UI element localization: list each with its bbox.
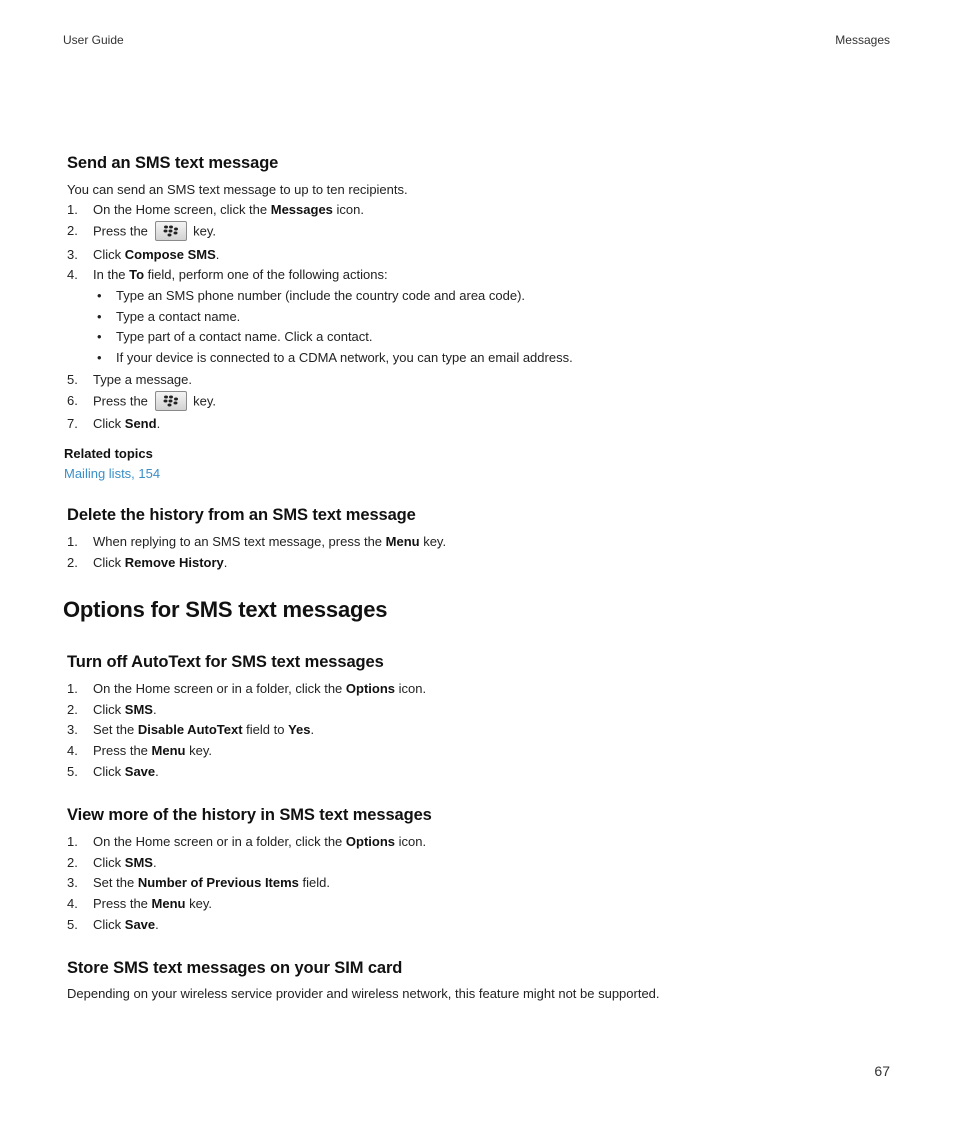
step-text: . — [152, 702, 157, 717]
step-item — [67, 392, 216, 410]
step-item — [67, 533, 446, 551]
step-text: key. — [189, 223, 217, 239]
step-text: Click — [93, 764, 125, 779]
bullet-item: • Type part of a contact name. Click a contact. — [97, 329, 373, 344]
ui-term: Remove History — [124, 555, 224, 570]
step-text: On the Home screen or in a folder, click the — [93, 834, 346, 849]
section-title-autotext: Turn off AutoText for SMS text messages — [67, 653, 384, 671]
step-text: . — [155, 917, 159, 932]
step-text: In the — [93, 267, 130, 282]
bullet-text: Type a contact name. — [116, 309, 241, 324]
ui-term: Menu — [385, 534, 420, 549]
bullet-item: • If your device is connected to a CDMA network, you can type an email address. — [97, 350, 573, 365]
step-number: 1. — [67, 202, 78, 217]
step-number: 5. — [67, 372, 78, 387]
step-number: 7. — [67, 416, 78, 431]
step-item — [67, 554, 227, 572]
ui-term: SMS — [124, 855, 153, 870]
step-text: On the Home screen, click the — [93, 202, 271, 217]
bullet-text: If your device is connected to a CDMA network, you can type an email address. — [116, 350, 573, 365]
step-number: 1. — [67, 681, 78, 696]
step-text: Press the — [93, 393, 152, 409]
step-item — [67, 201, 364, 219]
step-item — [67, 415, 160, 433]
step-text: Type a message. — [93, 372, 192, 387]
step-text: Click — [93, 702, 125, 717]
ui-term: Save — [124, 917, 156, 932]
step-text: . — [155, 764, 159, 779]
step-number: 2. — [67, 555, 78, 570]
section-title-send-sms: Send an SMS text message — [67, 154, 279, 172]
ui-term: Options — [345, 834, 396, 849]
ui-term: Menu — [151, 896, 186, 911]
step-item — [67, 763, 159, 781]
related-topics-heading: Related topics — [64, 446, 153, 461]
step-item — [67, 371, 192, 389]
step-text: . — [223, 555, 228, 570]
section-title-delete-history: Delete the history from an SMS text message — [67, 506, 416, 524]
blackberry-menu-key-icon — [155, 221, 187, 241]
step-number: 4. — [67, 743, 78, 758]
section-title-sim-card: Store SMS text messages on your SIM card — [67, 959, 403, 977]
step-item — [67, 895, 212, 913]
ui-term: Send — [124, 416, 157, 431]
step-number: 6. — [67, 393, 78, 409]
step-number: 1. — [67, 834, 78, 849]
step-text: Click — [93, 416, 125, 431]
step-number: 4. — [67, 896, 78, 911]
step-text: key. — [419, 534, 447, 549]
bullet-text: Type an SMS phone number (include the country code and area code). — [116, 288, 526, 303]
ui-term: Options — [345, 681, 396, 696]
step-text: key. — [185, 896, 212, 911]
chapter-heading-options: Options for SMS text messages — [63, 597, 388, 622]
step-item — [67, 222, 216, 240]
step-number: 2. — [67, 855, 78, 870]
step-text: icon. — [395, 834, 427, 849]
bullet-item: • Type an SMS phone number (include the country code and area code). — [97, 288, 526, 303]
ui-term: Number of Previous Items — [137, 875, 299, 890]
step-text: When replying to an SMS text message, press the — [93, 534, 386, 549]
bullet-item: • Type a contact name. — [97, 309, 241, 324]
step-number: 3. — [67, 247, 78, 262]
step-text: field. — [298, 875, 330, 890]
step-text: Click — [93, 555, 125, 570]
section-text: Depending on your wireless service provider and wireless network, this feature might not be supported. — [67, 986, 660, 1001]
step-item — [67, 701, 157, 719]
step-item — [67, 833, 426, 851]
step-item — [67, 721, 314, 739]
related-topic-link[interactable]: Mailing lists, 154 — [64, 466, 161, 481]
step-number: 3. — [67, 875, 78, 890]
section-intro: You can send an SMS text message to up to ten recipients. — [67, 182, 408, 197]
step-item — [67, 266, 388, 284]
blackberry-menu-key-icon — [155, 391, 187, 411]
step-text: . — [152, 855, 157, 870]
step-item — [67, 246, 219, 264]
step-text: Set the — [93, 722, 138, 737]
step-text: field, perform one of the following actions: — [144, 267, 388, 282]
step-item — [67, 916, 159, 934]
page-number: 67 — [874, 1063, 890, 1079]
step-number: 5. — [67, 917, 78, 932]
step-text: Set the — [93, 875, 138, 890]
step-number: 2. — [67, 223, 78, 239]
step-number: 2. — [67, 702, 78, 717]
step-number: 3. — [67, 722, 78, 737]
running-header-left: User Guide — [63, 33, 124, 47]
section-title-view-history: View more of the history in SMS text messages — [67, 806, 432, 824]
step-text: Click — [93, 917, 125, 932]
bullet-text: Type part of a contact name. Click a contact. — [116, 329, 373, 344]
step-text: Click — [93, 247, 125, 262]
ui-term: Compose SMS — [124, 247, 216, 262]
step-item — [67, 854, 157, 872]
step-item — [67, 874, 330, 892]
ui-term: Disable AutoText — [137, 722, 243, 737]
step-text: key. — [185, 743, 212, 758]
step-text: . — [310, 722, 315, 737]
step-text: Press the — [93, 896, 152, 911]
step-number: 1. — [67, 534, 78, 549]
step-text: . — [156, 416, 161, 431]
step-item — [67, 680, 426, 698]
step-text: field to — [242, 722, 289, 737]
step-text: . — [215, 247, 220, 262]
ui-term: To — [129, 267, 145, 282]
ui-term: Save — [124, 764, 156, 779]
running-header-right: Messages — [835, 33, 890, 47]
ui-term: Yes — [288, 722, 311, 737]
step-number: 4. — [67, 267, 78, 282]
step-text: Press the — [93, 223, 152, 239]
step-text: On the Home screen or in a folder, click the — [93, 681, 346, 696]
step-text: Click — [93, 855, 125, 870]
step-text: icon. — [395, 681, 427, 696]
step-item — [67, 742, 212, 760]
step-text: key. — [189, 393, 217, 409]
ui-term: Messages — [270, 202, 333, 217]
ui-term: Menu — [151, 743, 186, 758]
ui-term: SMS — [124, 702, 153, 717]
step-number: 5. — [67, 764, 78, 779]
step-text: Press the — [93, 743, 152, 758]
step-text: icon. — [332, 202, 364, 217]
